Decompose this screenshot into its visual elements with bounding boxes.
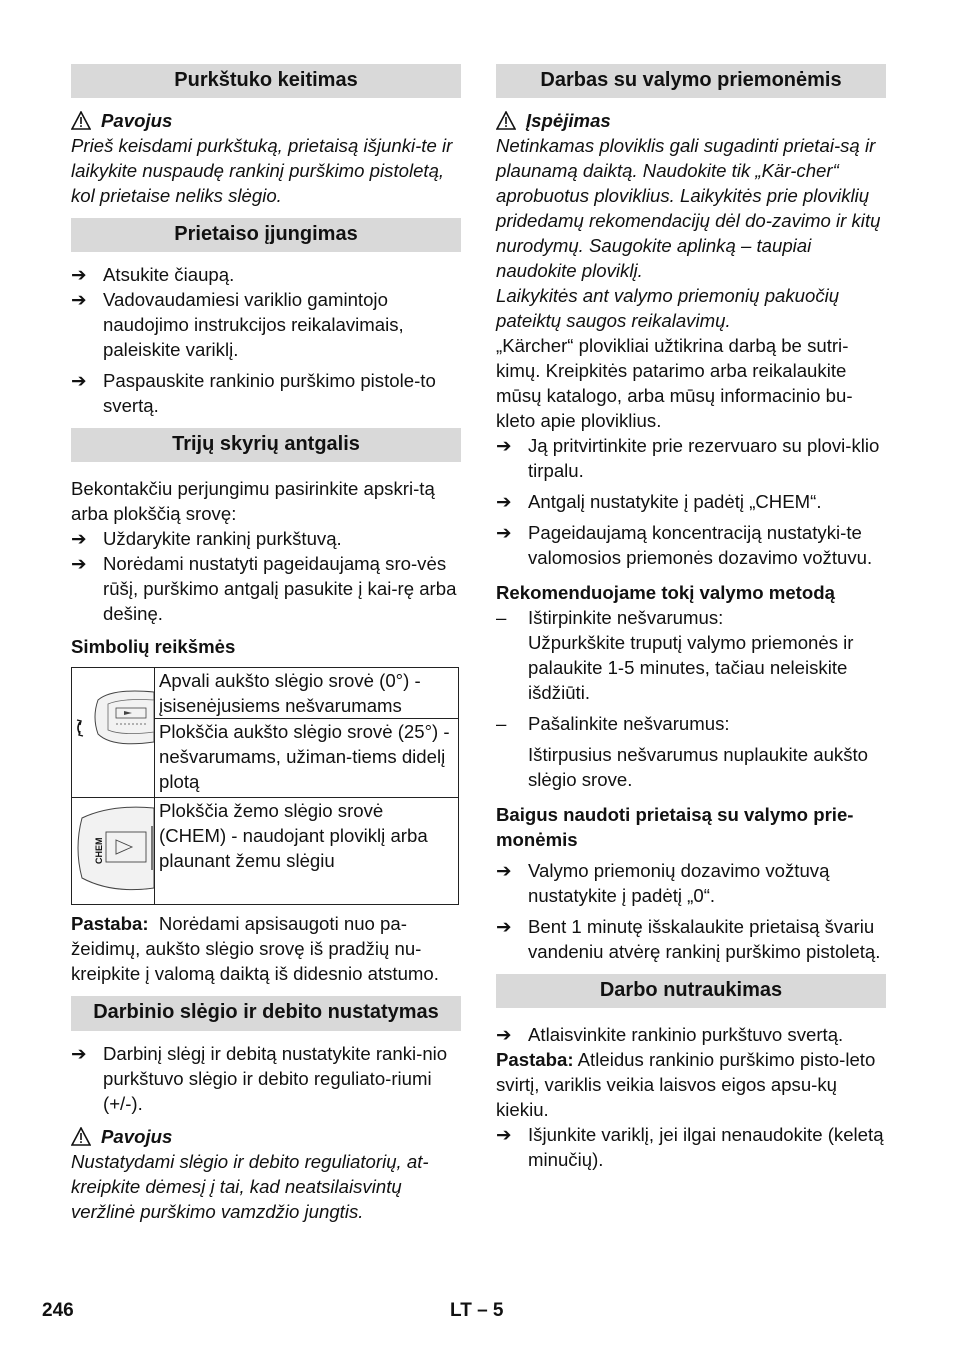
symbols-table xyxy=(71,667,459,905)
note-label: Pastaba: xyxy=(496,1049,574,1070)
list-item: ➔ Atlaisvinkite rankinio purkštuvo svertą. xyxy=(496,1024,844,1045)
arrow-right-icon: ➔ xyxy=(496,916,512,937)
note-text: Norėdami apsisaugoti nuo pa-žeidimų, aukšto slėgio srovę iš pradžių nu-kreipkite į valomą daiktą iš didesnio atstumo. xyxy=(71,913,439,984)
warning-text: Nustatydami slėgio ir debito reguliatorių, at-kreipkite dėmesį į tai, kad neatsilaisvintų veržlinė purškimo vamzdžio jungtis. xyxy=(71,1151,429,1222)
list-item: ➔ Paspauskite rankinio purškimo pistole-to svertą. xyxy=(71,370,436,416)
page-number: 246 xyxy=(42,1300,74,1321)
section-heading: Darbinio slėgio ir debito nustatymas xyxy=(71,996,461,1031)
nozzle-image-cell xyxy=(72,798,155,905)
section-heading: Trijų skyrių antgalis xyxy=(71,428,461,462)
list-item: ➔ Bent 1 minutę išskalaukite prietaisą švariu vandeniu atvėrę rankinį purškimo pistoletą. xyxy=(496,916,881,962)
language-page-label: LT – 5 xyxy=(450,1300,504,1321)
arrow-right-icon: ➔ xyxy=(71,289,87,310)
arrow-right-icon: ➔ xyxy=(496,435,512,456)
warning-text: Netinkamas ploviklis gali sugadinti prietai-są ir plaunamą daiktą. Naudokite tik „Kär-cher“ aprobuotus ploviklius. Laikykitės prie ploviklių pridedamų rekomendacijų dėl do-zavimo ir kitų nurodymų. Saugokite aplinką – taupiai naudokite ploviklį. xyxy=(496,135,881,281)
list-item: ➔ Pageidaujamą koncentraciją nustatyki-te valomosios priemonės dozavimo vožtuvu. xyxy=(496,522,873,568)
subheading: Simbolių reikšmės xyxy=(71,636,236,657)
table-row xyxy=(72,668,459,719)
chem-label: CHEM xyxy=(94,837,104,864)
arrow-right-icon: ➔ xyxy=(71,370,87,391)
rotary-nozzle-icon xyxy=(72,670,154,790)
symbol-description: Plokščia žemo slėgio srovė (CHEM) - naudojant ploviklį arba plaunant žemu slėgiu xyxy=(155,798,459,905)
arrow-right-icon: ➔ xyxy=(496,491,512,512)
arrow-right-icon: ➔ xyxy=(71,528,87,549)
warn-label-text: Įspėjimas xyxy=(526,110,611,131)
arrow-right-icon: ➔ xyxy=(496,522,512,543)
note-paragraph xyxy=(496,1047,886,1122)
right-column xyxy=(496,64,886,1172)
warning-text: Laikykitės ant valymo priemonių pakuočių pateiktų saugos reikalavimų. xyxy=(496,285,840,331)
paragraph: „Kärcher“ plovikliai užtikrina darbą be sutri-kimų. Kreipkitės patarimo arba reikalaukite mūsų katalogo, arba mūsų informacinio bu-kleto apie ploviklius. xyxy=(496,335,853,431)
list-item: – Ištirpinkite nešvarumus: xyxy=(496,607,724,628)
left-column xyxy=(71,64,461,1224)
list-item: ➔ Vadovaudamiesi variklio gamintojo naudojimo instrukcijos reikalavimais, paleiskite variklį. xyxy=(71,289,404,360)
danger-label xyxy=(71,1124,461,1149)
subheading: Rekomenduojame tokį valymo metodą xyxy=(496,582,835,603)
warn-label-text: Pavojus xyxy=(101,110,173,131)
section-heading: Purkštuko keitimas xyxy=(71,64,461,98)
arrow-right-icon: ➔ xyxy=(496,1024,512,1045)
note-paragraph xyxy=(71,911,461,986)
list-item: ➔ Valymo priemonių dozavimo vožtuvą nustatykite į padėtį „0“. xyxy=(496,860,830,906)
warning-triangle-icon xyxy=(71,111,91,130)
arrow-right-icon: ➔ xyxy=(71,553,87,574)
warning-text: Prieš keisdami purkštuką, prietaisą išjunki-te ir laikykite nuspaudę rankinį purškimo pistoletą, kol prietaise neliks slėgio. xyxy=(71,135,453,206)
section-heading: Darbas su valymo priemonėmis xyxy=(496,64,886,98)
arrow-right-icon: ➔ xyxy=(71,1043,87,1064)
arrow-right-icon: ➔ xyxy=(496,860,512,881)
section-heading: Prietaiso įjungimas xyxy=(71,218,461,252)
list-item: – Pašalinkite nešvarumus: xyxy=(496,713,730,734)
paragraph: Bekontakčiu perjungimu pasirinkite apskri-tą arba plokščią srovę: xyxy=(71,478,435,524)
note-text: Atleidus rankinio purškimo pisto-leto svirtį, variklis veikia laisvos eigos apsu-kų kiekiu. xyxy=(496,1049,876,1120)
list-item: ➔ Darbinį slėgį ir debitą nustatykite ranki-nio purkštuvo slėgio ir debito reguliato-riumi (+/-). xyxy=(71,1043,448,1114)
symbol-description: Apvali aukšto slėgio srovė (0°) - įsisenėjusiems nešvarumams xyxy=(155,668,459,719)
section-heading: Darbo nutraukimas xyxy=(496,974,886,1008)
caution-label xyxy=(496,108,886,133)
list-item: ➔ Išjunkite variklį, jei ilgai nenaudokite (keletą minučių). xyxy=(496,1124,884,1170)
list-item: ➔ Antgalį nustatykite į padėtį „CHEM“. xyxy=(496,491,822,512)
list-item: ➔ Uždarykite rankinį purkštuvą. xyxy=(71,528,342,549)
paragraph: Ištirpusius nešvarumus nuplaukite aukšto slėgio srove. xyxy=(528,744,869,790)
danger-label xyxy=(71,108,461,133)
symbol-description: Plokščia aukšto slėgio srovė (25°) - nešvarumams, užiman-tiems didelį plotą xyxy=(155,719,459,798)
warning-triangle-icon xyxy=(71,1127,91,1146)
warn-label-text: Pavojus xyxy=(101,1126,173,1147)
list-item: ➔ Atsukite čiaupą. xyxy=(71,264,235,285)
arrow-right-icon: ➔ xyxy=(71,264,87,285)
chem-nozzle-icon xyxy=(72,798,154,898)
list-item: ➔ Ją pritvirtinkite prie rezervuaro su plovi-klio tirpalu. xyxy=(496,435,880,481)
table-row xyxy=(72,798,459,905)
list-item: ➔ Norėdami nustatyti pageidaujamą sro-vės rūšį, purškimo antgalį pasukite į kai-rę arba dešinę. xyxy=(71,553,457,624)
paragraph: Užpurkškite truputį valymo priemonės ir palaukite 1-5 minutes, tačiau neleiskite išdžiūti. xyxy=(528,632,854,703)
nozzle-image-cell xyxy=(72,668,155,798)
arrow-right-icon: ➔ xyxy=(496,1124,512,1145)
note-label: Pastaba: xyxy=(71,913,149,934)
warning-triangle-icon xyxy=(496,111,516,130)
subheading: Baigus naudoti prietaisą su valymo prie-monėmis xyxy=(496,804,854,850)
